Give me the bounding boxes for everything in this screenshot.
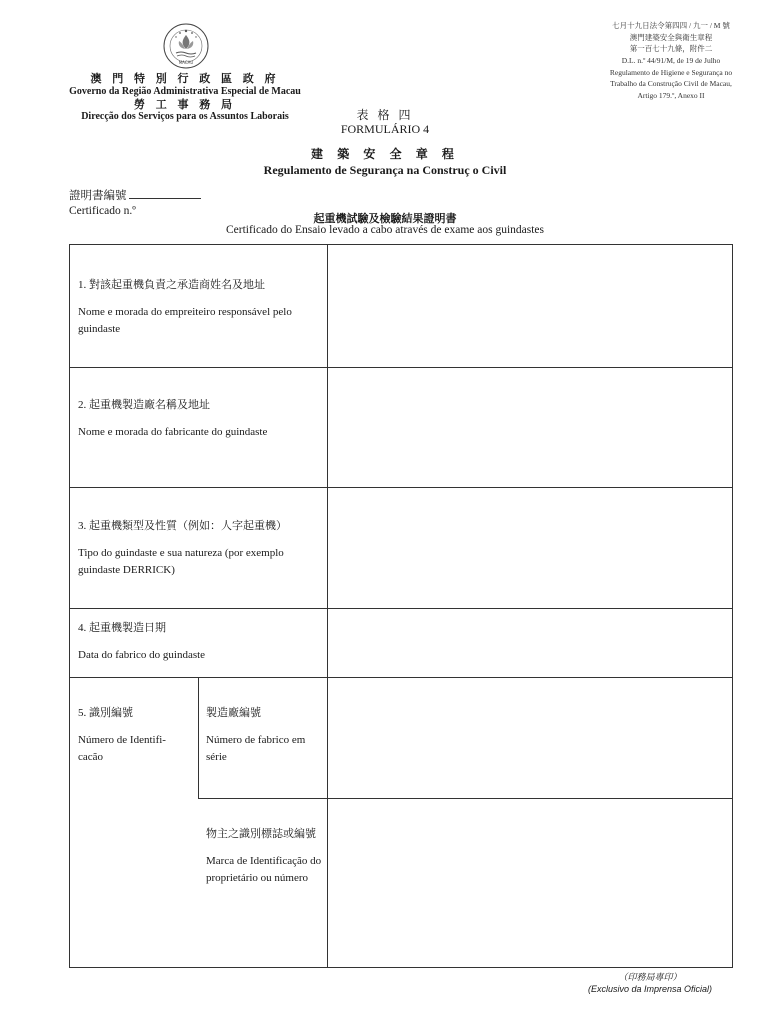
row-label-pt: Marca de Identificação do bbox=[206, 855, 322, 868]
row-manufacturer bbox=[78, 397, 323, 441]
legal-line: Regulamento de Higiene e Segurança no bbox=[609, 67, 733, 77]
row-label-pt: guindaste bbox=[78, 323, 121, 336]
dept-name-pt: Direcção dos Serviços para os Assuntos Laborais bbox=[81, 111, 289, 122]
legal-line: Trabalho da Construção Civil de Macau, bbox=[610, 79, 732, 89]
regulation-pt: Regulamento de Segurança na Construç o Civil bbox=[263, 163, 507, 177]
subtitle-zh: 起重機試驗及檢驗結果證明書 bbox=[313, 212, 457, 225]
contractor-field[interactable] bbox=[328, 245, 732, 367]
crane-certificate-table bbox=[69, 244, 733, 968]
legal-reference bbox=[596, 20, 746, 101]
row-label-pt: Tipo do guindaste e sua natureza (por exemplo bbox=[78, 547, 284, 560]
manufacturer-field[interactable] bbox=[328, 368, 732, 487]
row-label-pt: Número de fabrico em bbox=[206, 734, 306, 747]
row-crane-type bbox=[78, 518, 323, 579]
cert-label-zh: 證明書編號 bbox=[69, 190, 127, 202]
legal-line: D.L. n.º 44/91/M, de 19 de Julho bbox=[621, 55, 721, 65]
row-label-zh: 製造廠編號 bbox=[206, 707, 261, 719]
row-label-pt: cacão bbox=[78, 751, 104, 764]
owner-mark-field[interactable] bbox=[328, 799, 732, 967]
row-label-zh: 3. 起重機類型及性質（例如：人字起重機） bbox=[78, 520, 287, 532]
dept-name-zh: 勞 工 事 務 局 bbox=[134, 99, 236, 111]
cert-number-blank[interactable] bbox=[129, 198, 201, 199]
legal-line: 七月十九日法令第四四 / 九一 / M 號 bbox=[612, 21, 730, 30]
emblem-text: MACAU bbox=[178, 60, 194, 65]
serial-number-field[interactable] bbox=[328, 678, 732, 798]
footer-pt: (Exclusivo da Imprensa Oficial) bbox=[587, 984, 713, 994]
legal-line: 澳門建築安全與衛生章程 bbox=[629, 32, 713, 42]
gov-name-zh: 澳 門 特 別 行 政 區 政 府 bbox=[90, 73, 280, 85]
subtitle-pt: Certificado do Ensaio levado a cabo através de exame aos guindastes bbox=[225, 224, 545, 236]
row-label-zh: 2. 起重機製造廠名稱及地址 bbox=[78, 399, 210, 411]
cert-label-pt: Certificado n.º bbox=[69, 204, 136, 217]
row-label-zh: 1. 對該起重機負責之承造商姓名及地址 bbox=[78, 279, 265, 291]
row-manufacture-date bbox=[78, 620, 323, 664]
crane-type-field[interactable] bbox=[328, 488, 732, 608]
row-owner-mark bbox=[206, 826, 326, 887]
macau-emblem-icon bbox=[162, 22, 210, 70]
row-label-zh: 物主之識別標誌或編號 bbox=[206, 828, 316, 840]
row-label-pt: Número de Identifi- bbox=[78, 734, 166, 747]
row-label-pt: proprietário ou número bbox=[206, 872, 309, 885]
footer-zh: （印務局專印） bbox=[618, 972, 682, 982]
form-title-zh: 表 格 四 bbox=[356, 108, 414, 122]
regulation-zh: 建 築 安 全 章 程 bbox=[311, 147, 459, 161]
row-label-zh: 5. 識別編號 bbox=[78, 707, 133, 719]
row-contractor bbox=[78, 277, 323, 338]
form-title-pt: FORMULÁRIO 4 bbox=[340, 122, 430, 136]
manufacture-date-field[interactable] bbox=[328, 609, 732, 677]
row-label-pt: guindaste DERRICK) bbox=[78, 564, 175, 577]
legal-line: 第一百七十九條，附件二 bbox=[629, 44, 713, 54]
row-label-pt: Nome e morada do empreiteiro responsável pelo bbox=[78, 306, 292, 319]
gov-name-pt: Governo da Região Administrativa Especial de Macau bbox=[69, 86, 301, 97]
legal-line: Artigo 179.º, Anexo II bbox=[637, 90, 705, 100]
row-label-pt: série bbox=[206, 751, 227, 764]
row-label-pt: Data do fabrico do guindaste bbox=[78, 649, 206, 662]
row-label-pt: Nome e morada do fabricante do guindaste bbox=[78, 426, 268, 439]
row-label-zh: 4. 起重機製造日期 bbox=[78, 622, 166, 634]
row-serial-number bbox=[206, 705, 324, 766]
row-identification bbox=[78, 705, 196, 766]
